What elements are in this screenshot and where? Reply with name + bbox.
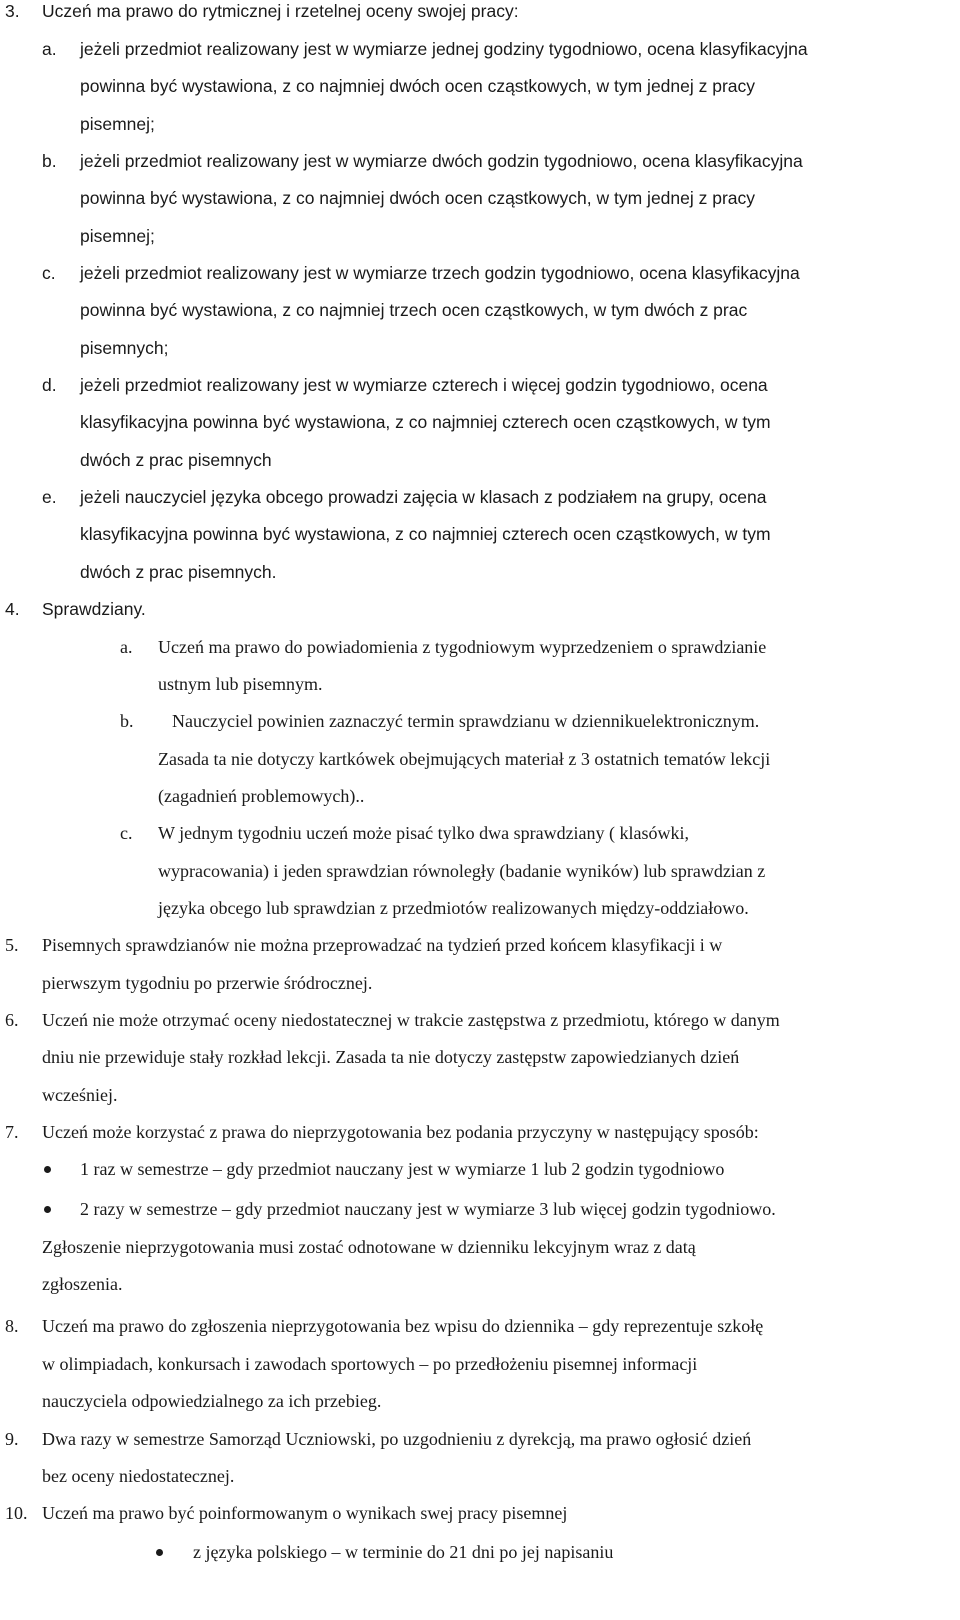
item-text: Uczeń ma prawo do rytmicznej i rzetelnej oceny swojej pracy: [42,1,519,21]
item-text: Sprawdziany. [42,599,146,619]
sub-text-line: dwóch z prac pisemnych. [80,562,277,582]
bullet-icon [156,1549,163,1556]
item-number: 4. [5,599,20,619]
item-text-line: dniu nie przewiduje stały rozkład lekcji. Zasada ta nie dotyczy zastępstw zapowiedzianych dzień [42,1047,740,1067]
sub-text-line: dwóch z prac pisemnych [80,450,272,470]
sub-label: b. [120,711,134,731]
item-number: 3. [5,1,20,21]
item-text-line: nauczyciela odpowiedzialnego za ich przebieg. [42,1391,382,1411]
sub-text-line: jeżeli przedmiot realizowany jest w wymiarze jednej godziny tygodniowo, ocena klasyfikacyjna [80,39,808,59]
bullet-item: z języka polskiego – w terminie do 21 dni po jej napisaniu [193,1542,614,1562]
bullet-icon [44,1166,51,1173]
sub-text-line: wypracowania) i jeden sprawdzian równoległy (badanie wyników) lub sprawdzian z [158,861,766,881]
item-number: 7. [5,1122,19,1142]
item-text-line: Uczeń nie może otrzymać oceny niedostatecznej w trakcie zastępstwa z przedmiotu, którego w danym [42,1010,780,1030]
sub-text-line: jeżeli przedmiot realizowany jest w wymiarze czterech i więcej godzin tygodniowo, ocena [80,375,768,395]
item-text-line: Pisemnych sprawdzianów nie można przeprowadzać na tydzień przed końcem klasyfikacji i w [42,935,723,955]
item-text-line: Zgłoszenie nieprzygotowania musi zostać odnotowane w dzienniku lekcyjnym wraz z datą [42,1237,696,1257]
item-text-line: Uczeń ma prawo do zgłoszenia nieprzygotowania bez wpisu do dziennika – gdy reprezentuje szkołę [42,1316,764,1336]
bullet-item: 2 razy w semestrze – gdy przedmiot nauczany jest w wymiarze 3 lub więcej godzin tygodniowo. [80,1199,776,1219]
sub-text-line: jeżeli przedmiot realizowany jest w wymiarze dwóch godzin tygodniowo, ocena klasyfikacyjna [80,151,803,171]
sub-label: c. [120,823,133,843]
sub-text-line: Zasada ta nie dotyczy kartkówek obejmujących materiał z 3 ostatnich tematów lekcji [158,749,771,769]
sub-text-line: pisemnych; [80,338,169,358]
sub-text-line: Uczeń ma prawo do powiadomienia z tygodniowym wyprzedzeniem o sprawdzianie [158,637,767,657]
bullet-item: 1 raz w semestrze – gdy przedmiot nauczany jest w wymiarze 1 lub 2 godzin tygodniowo [80,1159,725,1179]
bullet-icon [44,1206,51,1213]
sub-text-line: pisemnej; [80,226,155,246]
sub-label: c. [42,263,56,283]
item-text: Uczeń może korzystać z prawa do nieprzygotowania bez podania przyczyny w następujący sposób: [42,1122,759,1142]
sub-label: b. [42,151,57,171]
item-text-line: wcześniej. [42,1085,118,1105]
sub-text-line: jeżeli przedmiot realizowany jest w wymiarze trzech godzin tygodniowo, ocena klasyfikacyjna [80,263,800,283]
sub-text-line: powinna być wystawiona, z co najmniej trzech ocen cząstkowych, w tym dwóch z prac [80,300,748,320]
item-number: 6. [5,1010,19,1030]
item-number: 5. [5,935,19,955]
sub-text-line: klasyfikacyjna powinna być wystawiona, z co najmniej czterech ocen cząstkowych, w tym [80,412,771,432]
sub-text-line: klasyfikacyjna powinna być wystawiona, z co najmniej czterech ocen cząstkowych, w tym [80,524,771,544]
sub-label: d. [42,375,57,395]
item-text-line: Dwa razy w semestrze Samorząd Uczniowski, po uzgodnieniu z dyrekcją, ma prawo ogłosić dzień [42,1429,752,1449]
item-text-line: w olimpiadach, konkursach i zawodach sportowych – po przedłożeniu pisemnej informacji [42,1354,698,1374]
sub-text-line: (zagadnień problemowych).. [158,786,365,806]
item-number: 8. [5,1316,19,1336]
sub-label: a. [42,39,57,59]
item-text-line: bez oceny niedostatecznej. [42,1466,235,1486]
sub-text-line: jeżeli nauczyciel języka obcego prowadzi zajęcia w klasach z podziałem na grupy, ocena [80,487,767,507]
sub-text-line: W jednym tygodniu uczeń może pisać tylko dwa sprawdziany ( klasówki, [158,823,690,843]
sub-label: a. [120,637,133,657]
sub-label: e. [42,487,57,507]
item-text: Uczeń ma prawo być poinformowanym o wynikach swej pracy pisemnej [42,1503,568,1523]
sub-text-line: ustnym lub pisemnym. [158,674,323,694]
sub-text-line: języka obcego lub sprawdzian z przedmiotów realizowanych między-oddziałowo. [158,898,749,918]
sub-text-line: pisemnej; [80,114,155,134]
item-text-line: zgłoszenia. [42,1274,123,1294]
item-number: 10. [5,1503,28,1523]
sub-text-line: Nauczyciel powinien zaznaczyć termin sprawdzianu w dziennikuelektronicznym. [172,711,760,731]
item-text-line: pierwszym tygodniu po przerwie śródrocznej. [42,973,373,993]
item-number: 9. [5,1429,19,1449]
sub-text-line: powinna być wystawiona, z co najmniej dwóch ocen cząstkowych, w tym jednej z pracy [80,188,756,208]
sub-text-line: powinna być wystawiona, z co najmniej dwóch ocen cząstkowych, w tym jednej z pracy [80,76,756,96]
